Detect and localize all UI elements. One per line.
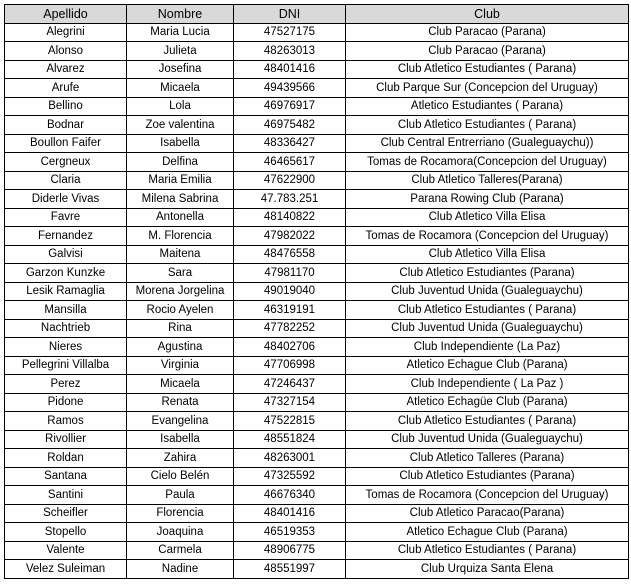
cell-club: Atletico Echagüe Club (Parana) — [346, 393, 629, 412]
cell-dni: 47527175 — [234, 23, 346, 42]
cell-club: Club Central Entrerriano (Gualeguaychu)) — [346, 134, 629, 153]
cell-apellido: Roldan — [5, 449, 127, 468]
cell-nombre: Maria Emilia — [127, 171, 234, 190]
cell-nombre: Julieta — [127, 42, 234, 61]
table-row — [5, 23, 629, 42]
cell-club: Club Atletico Paracao(Parana) — [346, 504, 629, 523]
table-row — [5, 393, 629, 412]
cell-apellido: Garzon Kunzke — [5, 264, 127, 283]
table-row — [5, 467, 629, 486]
table-row — [5, 523, 629, 542]
cell-dni: 48263013 — [234, 42, 346, 61]
cell-club: Atletico Estudiantes ( Parana) — [346, 97, 629, 116]
table-body — [5, 23, 629, 578]
cell-club: Club Juventud Unida (Gualeguaychu) — [346, 319, 629, 338]
cell-nombre: Zoe valentina — [127, 116, 234, 135]
cell-club: Club Parque Sur (Concepcion del Uruguay) — [346, 79, 629, 98]
cell-club: Club Atletico Estudiantes ( Parana) — [346, 60, 629, 79]
cell-club: Club Atletico Talleres (Parana) — [346, 449, 629, 468]
table-row — [5, 245, 629, 264]
cell-club: Atletico Echague Club (Parana) — [346, 523, 629, 542]
table-row — [5, 356, 629, 375]
cell-apellido: Alegrini — [5, 23, 127, 42]
cell-dni: 47522815 — [234, 412, 346, 431]
table-row — [5, 375, 629, 394]
cell-apellido: Santini — [5, 486, 127, 505]
table-row — [5, 264, 629, 283]
cell-club: Club Atletico Villa Elisa — [346, 208, 629, 227]
cell-dni: 48551997 — [234, 560, 346, 579]
header-apellido: Apellido — [5, 5, 127, 24]
header-dni: DNI — [234, 5, 346, 24]
cell-club: Parana Rowing Club (Parana) — [346, 190, 629, 209]
header-nombre: Nombre — [127, 5, 234, 24]
table-row — [5, 153, 629, 172]
cell-club: Club Atletico Estudiantes ( Parana) — [346, 541, 629, 560]
cell-dni: 48336427 — [234, 134, 346, 153]
cell-apellido: Perez — [5, 375, 127, 394]
cell-nombre: Milena Sabrina — [127, 190, 234, 209]
cell-dni: 46319191 — [234, 301, 346, 320]
cell-dni: 47327154 — [234, 393, 346, 412]
cell-apellido: Lesik Ramaglia — [5, 282, 127, 301]
cell-nombre: Agustina — [127, 338, 234, 357]
cell-apellido: Arufe — [5, 79, 127, 98]
cell-club: Club Atletico Estudiantes ( Parana) — [346, 412, 629, 431]
cell-club: Club Atletico Estudiantes (Parana) — [346, 467, 629, 486]
table-row — [5, 79, 629, 98]
cell-apellido: Favre — [5, 208, 127, 227]
cell-nombre: Isabella — [127, 430, 234, 449]
cell-apellido: Santana — [5, 467, 127, 486]
cell-nombre: Rina — [127, 319, 234, 338]
cell-club: Club Independiente ( La Paz ) — [346, 375, 629, 394]
header-club: Club — [346, 5, 629, 24]
cell-dni: 48551824 — [234, 430, 346, 449]
cell-dni: 47782252 — [234, 319, 346, 338]
cell-apellido: Nieres — [5, 338, 127, 357]
cell-nombre: Zahira — [127, 449, 234, 468]
cell-apellido: Claria — [5, 171, 127, 190]
cell-club: Atletico Echague Club (Parana) — [346, 356, 629, 375]
table-row — [5, 412, 629, 431]
players-table — [4, 4, 629, 579]
table-row — [5, 60, 629, 79]
cell-dni: 47706998 — [234, 356, 346, 375]
cell-nombre: Rocio Ayelen — [127, 301, 234, 320]
cell-nombre: Nadine — [127, 560, 234, 579]
cell-club: Tomas de Rocamora (Concepcion del Uruguay) — [346, 227, 629, 246]
cell-apellido: Cergneux — [5, 153, 127, 172]
cell-club: Club Urquiza Santa Elena — [346, 560, 629, 579]
cell-apellido: Stopello — [5, 523, 127, 542]
cell-apellido: Scheifler — [5, 504, 127, 523]
cell-apellido: Valente — [5, 541, 127, 560]
cell-nombre: Florencia — [127, 504, 234, 523]
cell-dni: 48401416 — [234, 60, 346, 79]
cell-dni: 47622900 — [234, 171, 346, 190]
table-row — [5, 190, 629, 209]
table-row — [5, 171, 629, 190]
table-row — [5, 301, 629, 320]
cell-nombre: Delfina — [127, 153, 234, 172]
cell-nombre: Morena Jorgelina — [127, 282, 234, 301]
cell-apellido: Alonso — [5, 42, 127, 61]
cell-club: Club Paracao (Parana) — [346, 23, 629, 42]
cell-dni: 47.783.251 — [234, 190, 346, 209]
cell-nombre: Virginia — [127, 356, 234, 375]
cell-club: Tomas de Rocamora(Concepcion del Uruguay) — [346, 153, 629, 172]
table-row — [5, 134, 629, 153]
table-row — [5, 282, 629, 301]
table-row — [5, 319, 629, 338]
table-row — [5, 541, 629, 560]
cell-club: Club Atletico Estudiantes ( Parana) — [346, 116, 629, 135]
cell-nombre: Evangelina — [127, 412, 234, 431]
cell-nombre: Cielo Belén — [127, 467, 234, 486]
cell-club: Club Juventud Unida (Gualeguaychu) — [346, 282, 629, 301]
cell-dni: 46676340 — [234, 486, 346, 505]
table-row — [5, 449, 629, 468]
cell-club: Club Atletico Estudiantes (Parana) — [346, 264, 629, 283]
table-row — [5, 430, 629, 449]
cell-nombre: Maitena — [127, 245, 234, 264]
cell-dni: 46465617 — [234, 153, 346, 172]
cell-nombre: M. Florencia — [127, 227, 234, 246]
cell-apellido: Rivollier — [5, 430, 127, 449]
cell-apellido: Boullon Faifer — [5, 134, 127, 153]
cell-dni: 48263001 — [234, 449, 346, 468]
table-row — [5, 227, 629, 246]
cell-dni: 47981170 — [234, 264, 346, 283]
table-row — [5, 97, 629, 116]
cell-club: Club Juventud Unida (Gualeguaychu) — [346, 430, 629, 449]
cell-club: Club Atletico Estudiantes ( Parana) — [346, 301, 629, 320]
cell-nombre: Antonella — [127, 208, 234, 227]
cell-nombre: Sara — [127, 264, 234, 283]
table-row — [5, 116, 629, 135]
cell-nombre: Renata — [127, 393, 234, 412]
cell-dni: 48140822 — [234, 208, 346, 227]
cell-dni: 48476558 — [234, 245, 346, 264]
cell-apellido: Fernandez — [5, 227, 127, 246]
cell-dni: 46976917 — [234, 97, 346, 116]
table-row — [5, 504, 629, 523]
cell-apellido: Velez Suleiman — [5, 560, 127, 579]
cell-nombre: Maria Lucia — [127, 23, 234, 42]
cell-apellido: Bellino — [5, 97, 127, 116]
cell-club: Club Atletico Talleres(Parana) — [346, 171, 629, 190]
cell-dni: 49019040 — [234, 282, 346, 301]
cell-apellido: Galvisi — [5, 245, 127, 264]
cell-nombre: Isabella — [127, 134, 234, 153]
cell-nombre: Paula — [127, 486, 234, 505]
cell-dni: 49439566 — [234, 79, 346, 98]
cell-nombre: Carmela — [127, 541, 234, 560]
cell-dni: 46975482 — [234, 116, 346, 135]
header-row — [5, 5, 629, 24]
cell-club: Club Independiente (La Paz) — [346, 338, 629, 357]
cell-apellido: Diderle Vivas — [5, 190, 127, 209]
cell-nombre: Lola — [127, 97, 234, 116]
cell-club: Tomas de Rocamora (Concepcion del Uruguay) — [346, 486, 629, 505]
table-row — [5, 208, 629, 227]
cell-dni: 47325592 — [234, 467, 346, 486]
cell-nombre: Josefina — [127, 60, 234, 79]
cell-dni: 47982022 — [234, 227, 346, 246]
cell-club: Club Atletico Villa Elisa — [346, 245, 629, 264]
cell-club: Club Paracao (Parana) — [346, 42, 629, 61]
table-row — [5, 338, 629, 357]
cell-dni: 47246437 — [234, 375, 346, 394]
cell-dni: 48402706 — [234, 338, 346, 357]
cell-apellido: Nachtrieb — [5, 319, 127, 338]
cell-nombre: Micaela — [127, 79, 234, 98]
cell-nombre: Joaquina — [127, 523, 234, 542]
cell-dni: 48401416 — [234, 504, 346, 523]
table-row — [5, 486, 629, 505]
cell-apellido: Ramos — [5, 412, 127, 431]
cell-apellido: Pidone — [5, 393, 127, 412]
cell-apellido: Pellegrini Villalba — [5, 356, 127, 375]
table-row — [5, 560, 629, 579]
table-row — [5, 42, 629, 61]
cell-apellido: Mansilla — [5, 301, 127, 320]
cell-nombre: Micaela — [127, 375, 234, 394]
cell-apellido: Alvarez — [5, 60, 127, 79]
cell-dni: 46519353 — [234, 523, 346, 542]
cell-dni: 48906775 — [234, 541, 346, 560]
cell-apellido: Bodnar — [5, 116, 127, 135]
